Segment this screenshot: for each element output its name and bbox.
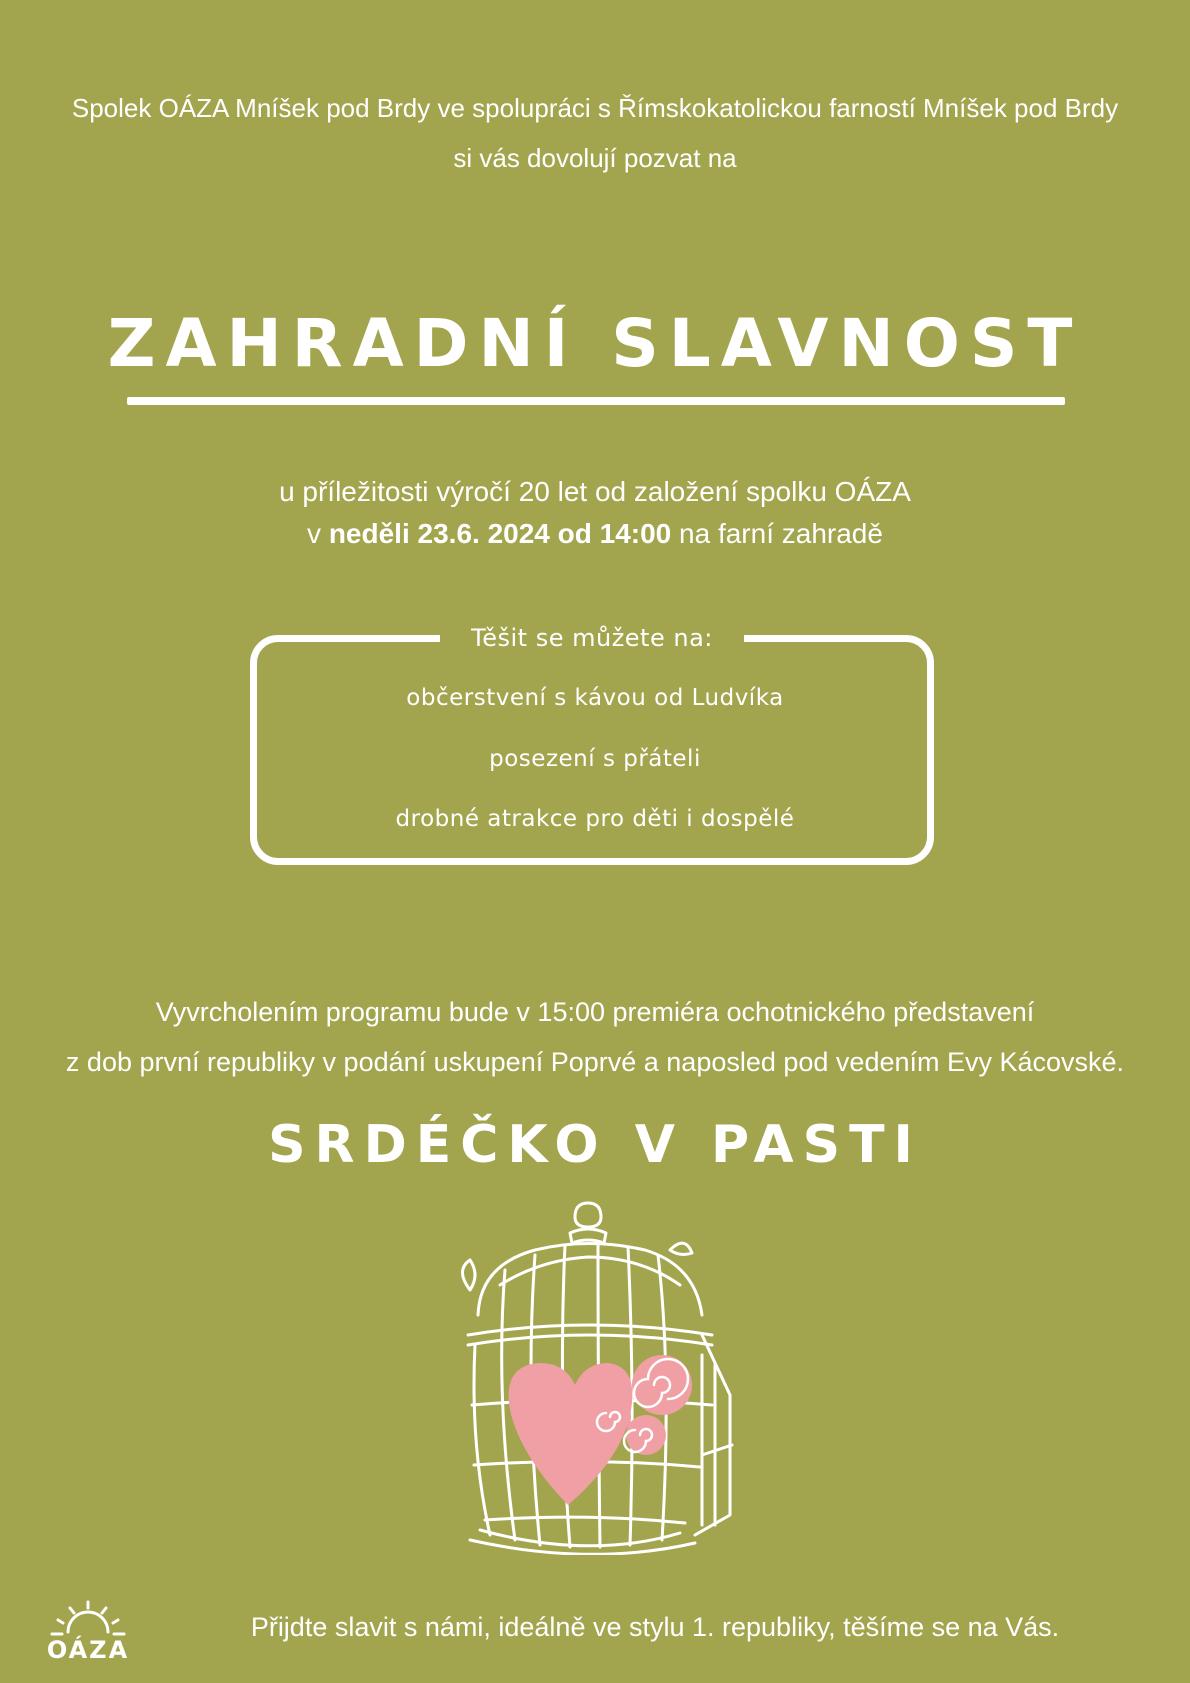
play-title: SRDÉČKO V PASTI <box>268 1115 922 1175</box>
occasion-suffix: na farní zahradě <box>671 518 883 549</box>
event-date-time: neděli 23.6. 2024 od 14:00 <box>328 518 672 549</box>
sun-icon <box>48 1600 128 1640</box>
program-line-2: z dob první republiky v podání uskupení Poprvé a naposled pod vedením Evy Kácovské. <box>65 1047 1125 1077</box>
program-line-1: Vyvrcholením programu bude v 15:00 premiéra ochotnického představení <box>155 997 1035 1027</box>
offer-label: Těšit se můžete na: <box>440 618 744 658</box>
intro-line-2: si vás dovolují pozvat na <box>453 143 737 173</box>
footer-text-fixed: Přijdte slavit s námi, ideálně ve stylu 1. republiky, těšíme se na Vás. <box>250 1612 1060 1642</box>
offer-item-1: občerstvení s kávou od Ludvíka <box>406 685 784 711</box>
occasion-line-1: u příležitosti výročí 20 let od založení spolku OÁZA <box>279 476 911 507</box>
event-title: ZAHRADNÍ SLAVNOST <box>107 305 1083 382</box>
title-underline <box>127 397 1065 405</box>
offer-item-2: posezení s přáteli <box>489 746 701 772</box>
occasion-line-2 <box>0 512 1190 556</box>
birdcage-heart-roses-icon <box>440 1195 760 1555</box>
offer-item-3: drobné atrakce pro děti i dospělé <box>395 806 795 832</box>
oaza-logo-text: OÁZA <box>46 1636 130 1664</box>
intro-line-1: Spolek OÁZA Mníšek pod Brdy ve spolupráci s Římskokatolickou farností Mníšek pod Brdy <box>71 93 1119 123</box>
occasion-prefix: v <box>307 518 329 549</box>
